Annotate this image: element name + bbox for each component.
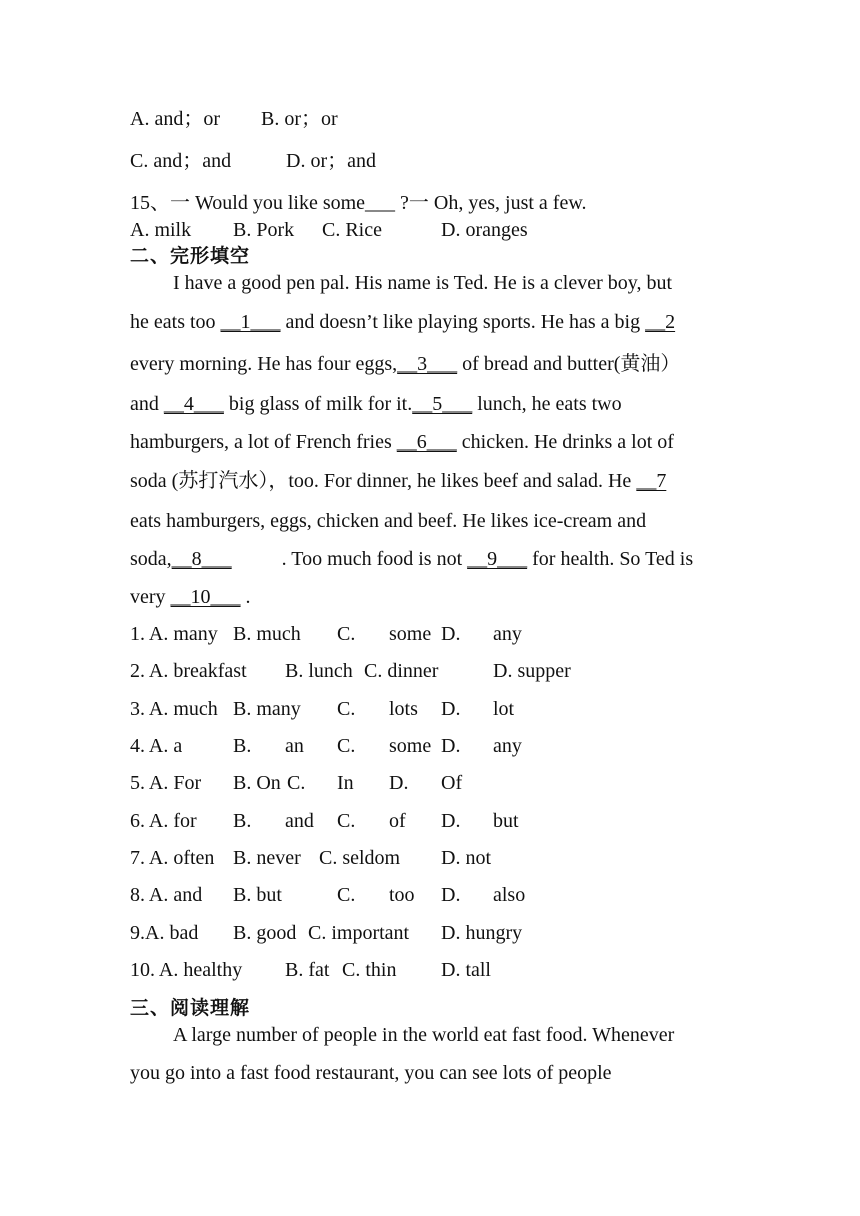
- choice-row-5: 5. A. For B. On C. In D. Of: [130, 772, 463, 794]
- passage-line-7: eats hamburgers, eggs, chicken and beef. He likes ice-cream and: [130, 510, 647, 532]
- q15-blank: ___: [365, 192, 396, 214]
- choice-row-10: 10. A. healthy B. fat C. thin D. tall: [130, 959, 491, 981]
- choice-row-7: 7. A. often B. never C. seldom D. not: [130, 847, 491, 869]
- passage-line-4: and __4___ big glass of milk for it.__5___ lunch, he eats two: [130, 393, 622, 415]
- passage-line-5: hamburgers, a lot of French fries __6___ chicken. He drinks a lot of: [130, 431, 674, 453]
- blank-6: __6___: [396, 431, 457, 453]
- q15-option-b: B. Pork: [233, 219, 295, 241]
- q14-option-c: C. and；and: [130, 150, 232, 172]
- blank-2: __2: [645, 311, 676, 333]
- q15-option-d: D. oranges: [441, 219, 528, 241]
- choice-row-6: 6. A. for B. and C. of D. but: [130, 810, 519, 832]
- q15-option-a: A. milk: [130, 219, 192, 241]
- choice-row-3: 3. A. much B. many C. lots D. lot: [130, 698, 515, 720]
- q15-text-end: ?一 Oh, yes, just a few.: [395, 192, 587, 214]
- reading-line-1: A large number of people in the world eat fast food. Whenever: [173, 1024, 675, 1046]
- choice-row-2: 2. A. breakfast B. lunch C. dinner D. supper: [130, 660, 571, 682]
- q14-option-a: A. and；or: [130, 108, 220, 130]
- passage-line-3: every morning. He has four eggs,__3___ of bread and butter(黄油）: [130, 353, 681, 375]
- blank-9: __9___: [467, 548, 528, 570]
- blank-3: __3___: [397, 353, 458, 375]
- section-3-heading: 三、阅读理解: [130, 997, 251, 1019]
- blank-5: __5___: [412, 393, 473, 415]
- passage-line-9: very __10___ .: [130, 586, 251, 608]
- reading-line-2: you go into a fast food restaurant, you can see lots of people: [130, 1062, 612, 1084]
- choice-row-4: 4. A. a B. an C. some D. any: [130, 735, 522, 757]
- passage-line-1: I have a good pen pal. His name is Ted. He is a clever boy, but: [173, 272, 673, 294]
- passage-line-6: soda (苏打汽水），too. For dinner, he likes beef and salad. He __7: [130, 470, 667, 492]
- blank-1: __1___: [220, 311, 281, 333]
- blank-7: __7: [636, 470, 667, 492]
- choice-row-1: 1. A. many B. much C. some D. any: [130, 623, 522, 645]
- choice-row-8: 8. A. and B. but C. too D. also: [130, 884, 526, 906]
- passage-line-2: he eats too __1___ and doesn’t like playing sports. He has a big __2: [130, 311, 676, 333]
- blank-4: __4___: [163, 393, 224, 415]
- q15-text-start: 15、一 Would you like some: [130, 192, 366, 214]
- blank-10: __10___: [170, 586, 241, 608]
- q15-question: [130, 191, 586, 215]
- q14-option-b: B. or；or: [261, 108, 338, 130]
- q15-option-c: C. Rice: [322, 219, 382, 241]
- section-2-heading: 二、完形填空: [130, 245, 251, 267]
- q14-option-d: D. or；and: [286, 150, 376, 172]
- choice-row-9: 9.A. bad B. good C. important D. hungry: [130, 922, 523, 944]
- passage-line-8: soda,__8___ . Too much food is not __9___ for health. So Ted is: [130, 548, 694, 570]
- blank-8: __8___: [171, 548, 232, 570]
